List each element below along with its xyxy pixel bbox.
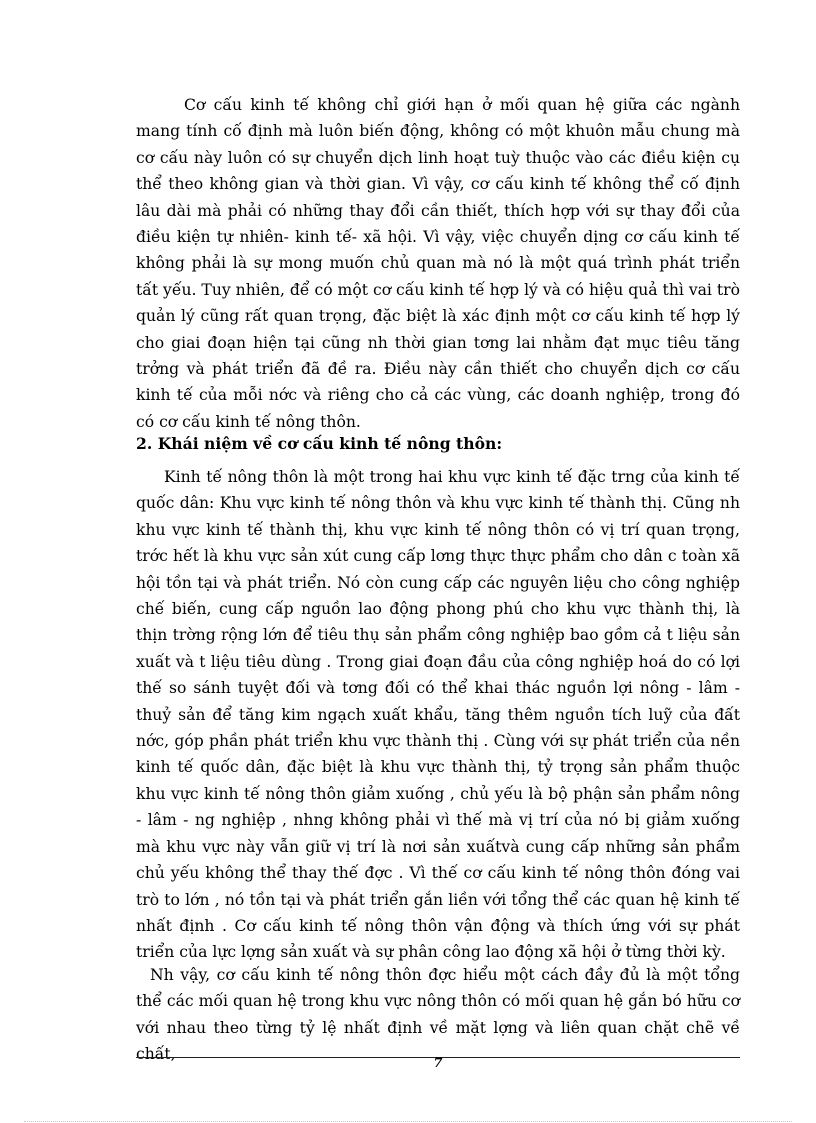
paragraph-concept: Kinh tế nông thôn là một trong hai khu vực kinh tế đặc trng của kinh tế quốc dân: Khu vực kinh tế nông thôn và khu vực kinh tế thành thị. Cũng nh khu vực kinh tế thành thị, khu vực kinh tế nông thôn có vị trí quan trọng, trớc hết là khu vực sản xút cung cấp lơng thực thực phẩm cho dân c toàn xã hội tồn tại và phát triển. Nó còn cung cấp các nguyên liệu cho công nghiệp chế biến, cung cấp nguồn lao động phong phú cho khu vực thành thị, là thịn trờng rộng lớn để tiêu thụ sản phẩm công nghiệp bao gồm cả t liệu sản xuất và t liệu tiêu dùng . Trong giai đoạn đầu của công nghiệp hoá do có lợi thế so sánh tuyệt đối và tơng đối có thể khai thác nguồn lợi nông - lâm - thuỷ sản để tăng kim ngạch xuất khẩu, tăng thêm nguồn tích luỹ của đất nớc, góp phần phát triển khu vực thành thị . Cùng với sự phát triển của nền kinh tế quốc dân, đặc biệt là khu vực thành thị, tỷ trọng sản phẩm thuộc khu vực kinh tế nông thôn giảm xuống , chủ yếu là bộ phận sản phẩm nông - lâm - ng nghiệp , nhng không phải vì thế mà vị trí của nó bị giảm xuống mà khu vực này vẫn giữ vị trí là nơi sản xuấtvà cung cấp những sản phẩm chủ yếu không thể thay thế đợc . Vì thế cơ cấu kinh tế nông thôn đóng vai trò to lớn , nó tồn tại và phát triển gắn liền với tổng thể các quan hệ kinh tế nhất định . Cơ cấu kinh tế nông thôn vận động và thích ứng với sự phát triển của lực lợng sản xuất và sự phân công lao động xã hội ở từng thời kỳ. [136,468,740,962]
paragraph-intro: Cơ cấu kinh tế không chỉ giới hạn ở mối quan hệ giữa các ngành mang tính cố định mà luôn biến động, không có một khuôn mẫu chung mà cơ cấu này luôn có sự chuyển dịch linh hoạt tuỳ thuộc vào các điều kiện cụ thể theo không gian và thời gian. Vì vậy, cơ cấu kinh tế không thể cố định lâu dài mà phải có những thay đổi cần thiết, thích hợp với sự thay đổi của điều kiện tự nhiên- kinh tế- xã hội. Vì vậy, việc chuyển dịng cơ cấu kinh tế không phải là sự mong muốn chủ quan mà nó là một quá trình phát triển tất yếu. Tuy nhiên, để có một cơ cấu kinh tế hợp lý và có hiệu quả thì vai trò quản lý cũng rất quan trọng, đặc biệt là xác định một cơ cấu kinh tế hợp lý cho giai đoạn hiện tại cũng nh thời gian tơng lai nhằm đạt mục tiêu tăng trởng và phát triển đã đề ra. Điều này cần thiết cho chuyển dịch cơ cấu kinh tế của mỗi nớc và riêng cho cả các vùng, các doanh nghiệp, trong đó có cơ cấu kinh tế nông thôn. [136,96,740,431]
section-heading: 2. Khái niệm về cơ cấu kinh tế nông thôn: [136,434,503,453]
page-bottom-border [24,1121,792,1122]
page-number: 7 [433,1056,443,1071]
paragraph-summary: Nh vậy, cơ cấu kinh tế nông thôn đợc hiểu một cách đầy đủ là một tổng thể các mối quan hệ trong khu vực nông thôn có mối quan hệ gắn bó hữu cơ với nhau theo từng tỷ lệ nhất định về mặt lợng và liên quan chặt chẽ về chất, [136,966,740,1064]
